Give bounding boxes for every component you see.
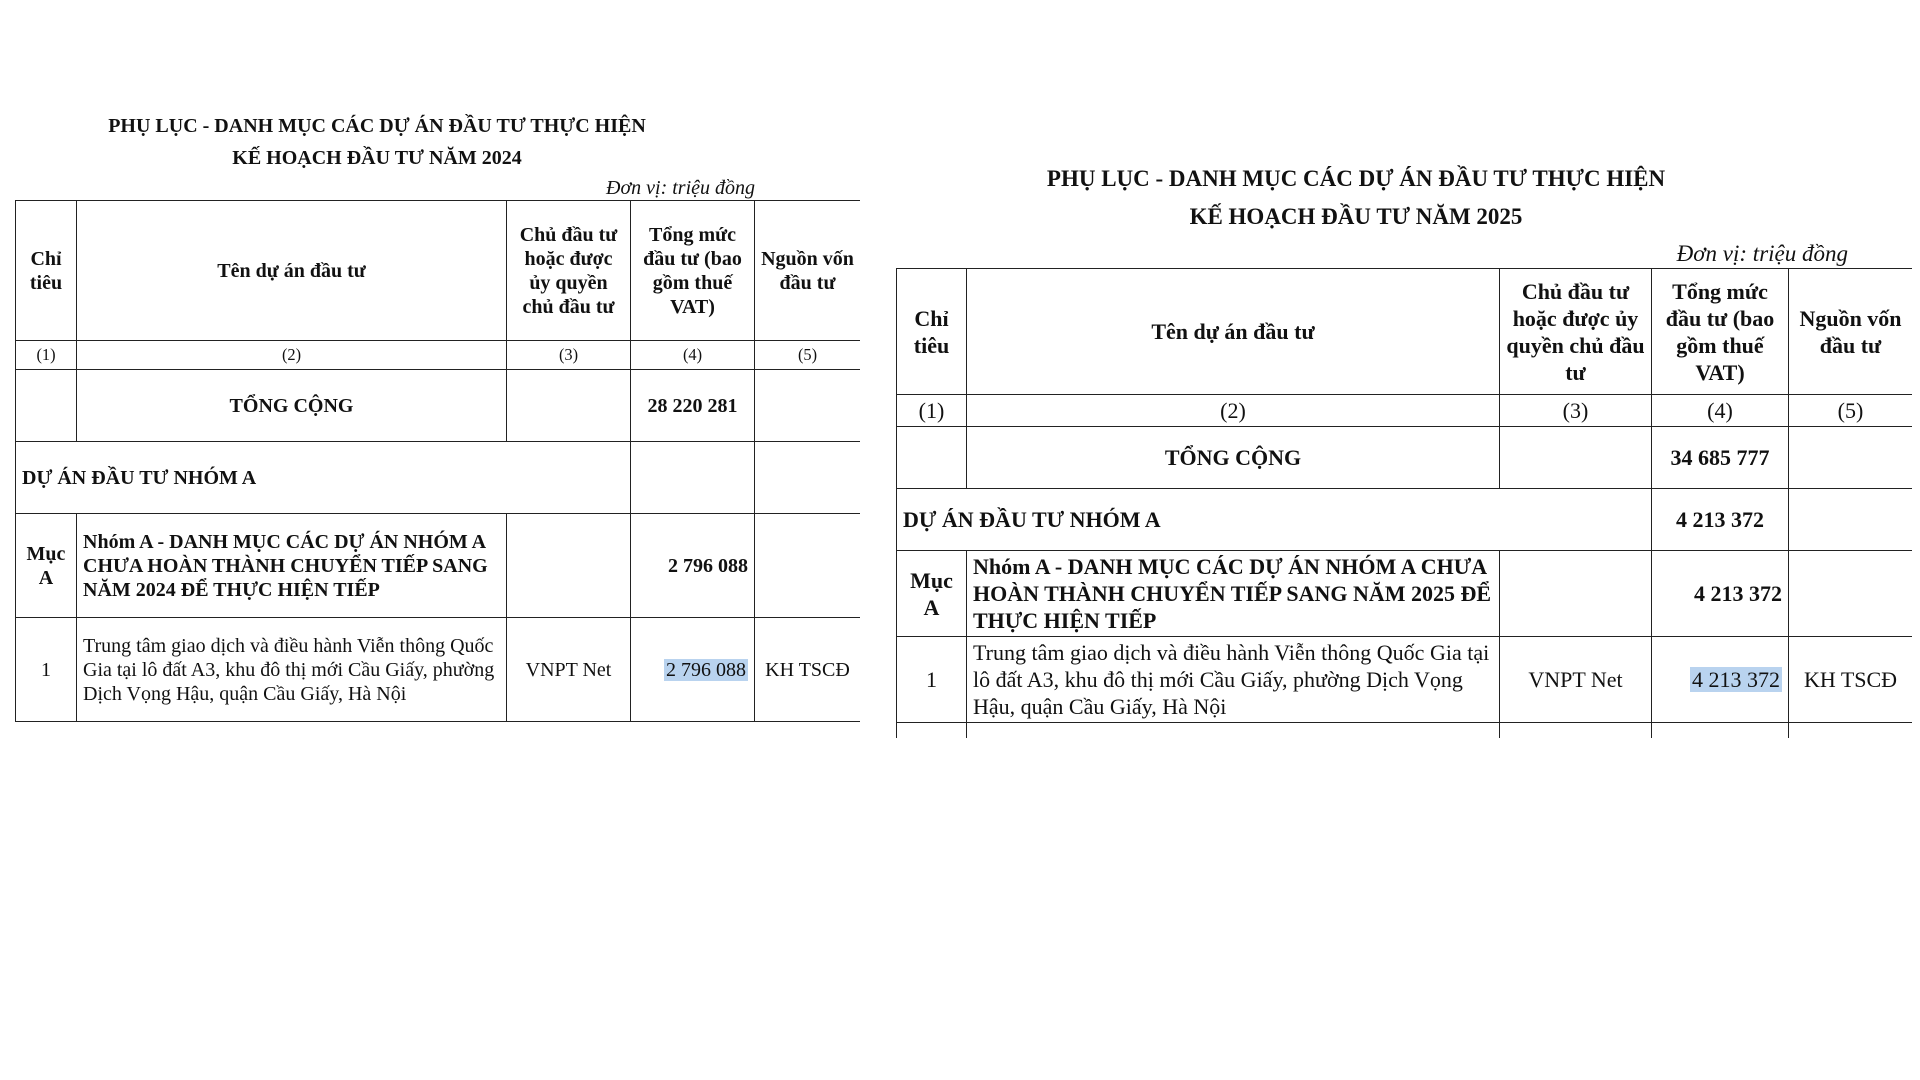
index-cell: (1) xyxy=(897,395,967,427)
group-row xyxy=(16,442,861,514)
highlighted-value[interactable]: 2 796 088 xyxy=(666,658,746,681)
section-owner xyxy=(1500,551,1652,637)
index-cell: (5) xyxy=(755,341,861,370)
project-row xyxy=(16,618,861,722)
truncated-next-row xyxy=(897,723,1913,739)
truncated-cell xyxy=(897,723,967,739)
header-project-name: Tên dự án đầu tư xyxy=(967,269,1500,395)
total-owner xyxy=(507,370,631,442)
truncated-cell xyxy=(1652,723,1789,739)
group-row xyxy=(897,489,1913,551)
index-cell: (3) xyxy=(1500,395,1652,427)
project-row xyxy=(897,637,1913,723)
truncated-cell xyxy=(967,723,1500,739)
header-owner: Chủ đầu tư hoặc được ủy quyền chủ đầu tư xyxy=(1500,269,1652,395)
section-name: Nhóm A - DANH MỤC CÁC DỰ ÁN NHÓM A CHƯA HOÀN THÀNH CHUYỂN TIẾP SANG NĂM 2024 ĐỂ THỰC HIỆN TIẾP xyxy=(77,514,507,618)
section-row xyxy=(16,514,861,618)
plan-2024-panel xyxy=(15,110,860,822)
index-row xyxy=(897,395,1913,427)
section-value: 4 213 372 xyxy=(1652,551,1789,637)
title-line-2: KẾ HOẠCH ĐẦU TƯ NĂM 2025 xyxy=(1189,204,1523,229)
project-value-cell xyxy=(631,618,755,722)
project-value-cell xyxy=(1652,637,1789,723)
header-funding-source: Nguồn vốn đầu tư xyxy=(755,201,861,341)
title-line-1: PHỤ LỤC - DANH MỤC CÁC DỰ ÁN ĐẦU TƯ THỰC HIỆN xyxy=(1046,166,1666,191)
index-cell: (4) xyxy=(631,341,755,370)
header-indicator: Chỉ tiêu xyxy=(16,201,77,341)
index-cell: (3) xyxy=(507,341,631,370)
total-value: 34 685 777 xyxy=(1652,427,1789,489)
section-source xyxy=(755,514,861,618)
total-row xyxy=(16,370,861,442)
header-row xyxy=(16,201,861,341)
doc-title-2025 xyxy=(936,160,1776,236)
total-indicator xyxy=(16,370,77,442)
total-source xyxy=(1789,427,1913,489)
total-label: TỔNG CỘNG xyxy=(77,370,507,442)
group-source xyxy=(755,442,861,514)
header-project-name: Tên dự án đầu tư xyxy=(77,201,507,341)
project-name: Trung tâm giao dịch và điều hành Viễn thông Quốc Gia tại lô đất A3, khu đô thị mới Cầu Giấy, phường Dịch Vọng Hậu, quận Cầu Giấy, Hà Nội xyxy=(967,637,1500,723)
total-owner xyxy=(1500,427,1652,489)
group-value xyxy=(631,442,755,514)
header-row xyxy=(897,269,1913,395)
unit-note: Đơn vị: triệu đồng xyxy=(606,177,755,199)
index-cell: (1) xyxy=(16,341,77,370)
header-owner: Chủ đầu tư hoặc được ủy quyền chủ đầu tư xyxy=(507,201,631,341)
group-label: DỰ ÁN ĐẦU TƯ NHÓM A xyxy=(16,442,631,514)
section-source xyxy=(1789,551,1913,637)
table-crop xyxy=(896,268,1912,738)
doc-title-2024 xyxy=(15,110,739,174)
section-code: Mục A xyxy=(16,514,77,618)
unit-note: Đơn vị: triệu đồng xyxy=(1676,241,1848,266)
project-source: KH TSCĐ xyxy=(1789,637,1913,723)
index-cell: (4) xyxy=(1652,395,1789,427)
truncated-cell xyxy=(1500,723,1652,739)
group-value: 4 213 372 xyxy=(1652,489,1789,551)
title-line-1: PHỤ LỤC - DANH MỤC CÁC DỰ ÁN ĐẦU TƯ THỰC HIỆN xyxy=(108,115,646,137)
index-row xyxy=(16,341,861,370)
highlighted-value[interactable]: 4 213 372 xyxy=(1692,667,1780,692)
total-value: 28 220 281 xyxy=(631,370,755,442)
project-name: Trung tâm giao dịch và điều hành Viễn thông Quốc Gia tại lô đất A3, khu đô thị mới Cầu Giấy, phường Dịch Vọng Hậu, quận Cầu Giấy, Hà Nội xyxy=(77,618,507,722)
section-owner xyxy=(507,514,631,618)
table-crop xyxy=(15,200,860,822)
project-owner: VNPT Net xyxy=(1500,637,1652,723)
project-number: 1 xyxy=(16,618,77,722)
section-row xyxy=(897,551,1913,637)
header-total-investment: Tổng mức đầu tư (bao gồm thuế VAT) xyxy=(1652,269,1789,395)
index-cell: (5) xyxy=(1789,395,1913,427)
project-source: KH TSCĐ xyxy=(755,618,861,722)
title-line-2: KẾ HOẠCH ĐẦU TƯ NĂM 2024 xyxy=(232,147,522,169)
section-value: 2 796 088 xyxy=(631,514,755,618)
total-row xyxy=(897,427,1913,489)
total-source xyxy=(755,370,861,442)
header-funding-source: Nguồn vốn đầu tư xyxy=(1789,269,1913,395)
investment-table-2024 xyxy=(15,200,860,722)
section-code: Mục A xyxy=(897,551,967,637)
group-source xyxy=(1789,489,1913,551)
header-indicator: Chỉ tiêu xyxy=(897,269,967,395)
plan-2025-panel xyxy=(896,160,1912,738)
project-number: 1 xyxy=(897,637,967,723)
section-name: Nhóm A - DANH MỤC CÁC DỰ ÁN NHÓM A CHƯA HOÀN THÀNH CHUYỂN TIẾP SANG NĂM 2025 ĐỂ THỰC HIỆN TIẾP xyxy=(967,551,1500,637)
project-owner: VNPT Net xyxy=(507,618,631,722)
truncated-cell xyxy=(1789,723,1913,739)
index-cell: (2) xyxy=(77,341,507,370)
investment-table-2025 xyxy=(896,268,1912,738)
index-cell: (2) xyxy=(967,395,1500,427)
header-total-investment: Tổng mức đầu tư (bao gồm thuế VAT) xyxy=(631,201,755,341)
total-indicator xyxy=(897,427,967,489)
group-label: DỰ ÁN ĐẦU TƯ NHÓM A xyxy=(897,489,1652,551)
total-label: TỔNG CỘNG xyxy=(967,427,1500,489)
